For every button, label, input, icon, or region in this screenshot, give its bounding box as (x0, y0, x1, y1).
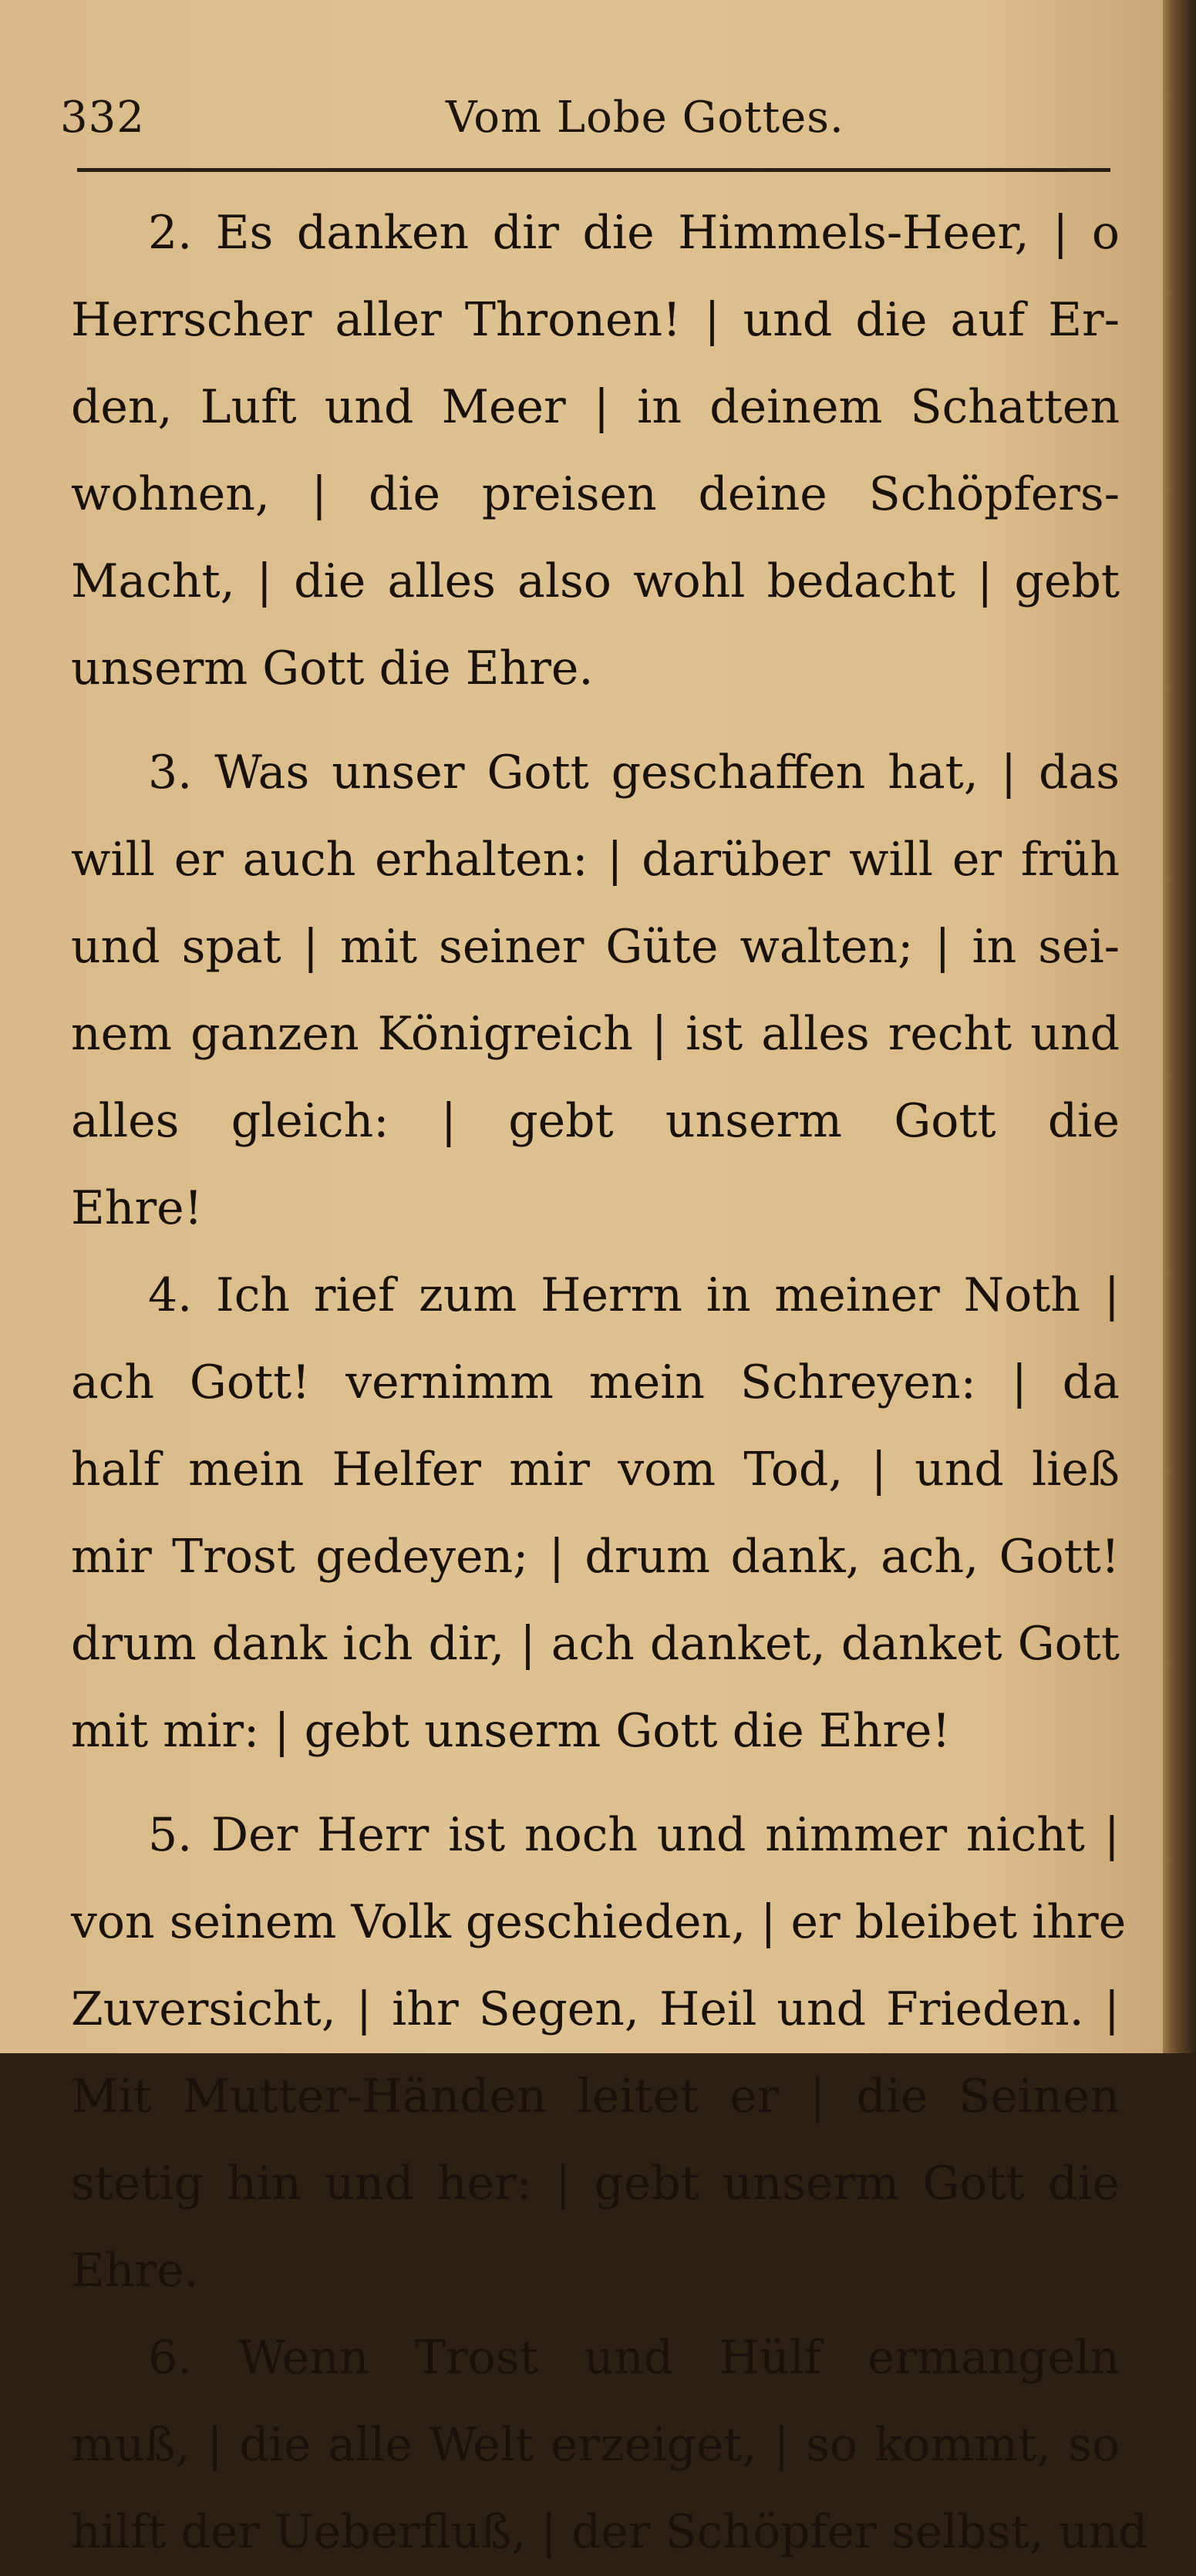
header-rule (77, 168, 1110, 172)
text-line: half mein Helfer mir vom Tod, | und ließ (71, 1443, 1120, 1497)
page-header (60, 93, 1109, 162)
text-line: ach Gott! vernimm mein Schreyen: | da (71, 1355, 1120, 1409)
text-line: Herrscher aller Thronen! | und die auf Er- (71, 293, 1120, 347)
text-line: wohnen, | die preisen deine Schöpfers- (71, 467, 1120, 521)
text-line: den, Luft und Meer | in deinem Schatten (71, 380, 1120, 434)
text-line: mir Trost gedeyen; | drum dank, ach, Gott! (71, 1530, 1120, 1584)
text-line: Zuversicht, | ihr Segen, Heil und Frieden. | (71, 1982, 1120, 2036)
text-line: 2. Es danken dir die Himmels-Heer, | o (148, 206, 1120, 260)
verse-gap (71, 1775, 1120, 1792)
text-line: Ehre. (71, 2244, 199, 2298)
text-line: unserm Gott die Ehre. (71, 641, 594, 695)
text-line: mit mir: | gebt unserm Gott die Ehre! (71, 1704, 951, 1758)
text-line: 4. Ich rief zum Herrn in meiner Noth | (148, 1268, 1120, 1322)
text-line: Ehre! (71, 1181, 203, 1235)
text-line: hilft der Ueberfluß, | der Schöpfer selbst, und (71, 2505, 1148, 2559)
text-line: alles gleich: | gebt unserm Gott die (71, 1094, 1120, 1148)
running-title: Vom Lobe Gottes. (446, 93, 844, 143)
text-line: will er auch erhalten: | darüber will er früh (71, 833, 1120, 887)
text-line: 6. Wenn Trost und Hülf ermangeln (148, 2331, 1120, 2385)
text-line: und spat | mit seiner Güte walten; | in sei- (71, 920, 1120, 974)
text-line: von seinem Volk geschieden, | er bleibet ihre (71, 1895, 1127, 1949)
text-line: drum dank ich dir, | ach danket, danket Gott (71, 1617, 1120, 1671)
hymn-text (71, 190, 1148, 2576)
text-line: Macht, | die alles also wohl bedacht | gebt (71, 554, 1120, 608)
text-line: 5. Der Herr ist noch und nimmer nicht | (148, 1808, 1120, 1862)
page-number: 332 (60, 93, 145, 143)
text-line: muß, | die alle Welt erzeiget, | so kommt, so (71, 2418, 1120, 2472)
verse-gap (71, 712, 1120, 729)
text-line: stetig hin und her: | gebt unserm Gott die (71, 2157, 1120, 2211)
book-spine-edge (1163, 0, 1196, 2053)
text-line: nem ganzen Königreich | ist alles recht und (71, 1007, 1120, 1061)
text-line: 3. Was unser Gott geschaffen hat, | das (148, 746, 1120, 800)
text-line: Mit Mutter-Händen leitet er | die Seinen (71, 2069, 1120, 2123)
